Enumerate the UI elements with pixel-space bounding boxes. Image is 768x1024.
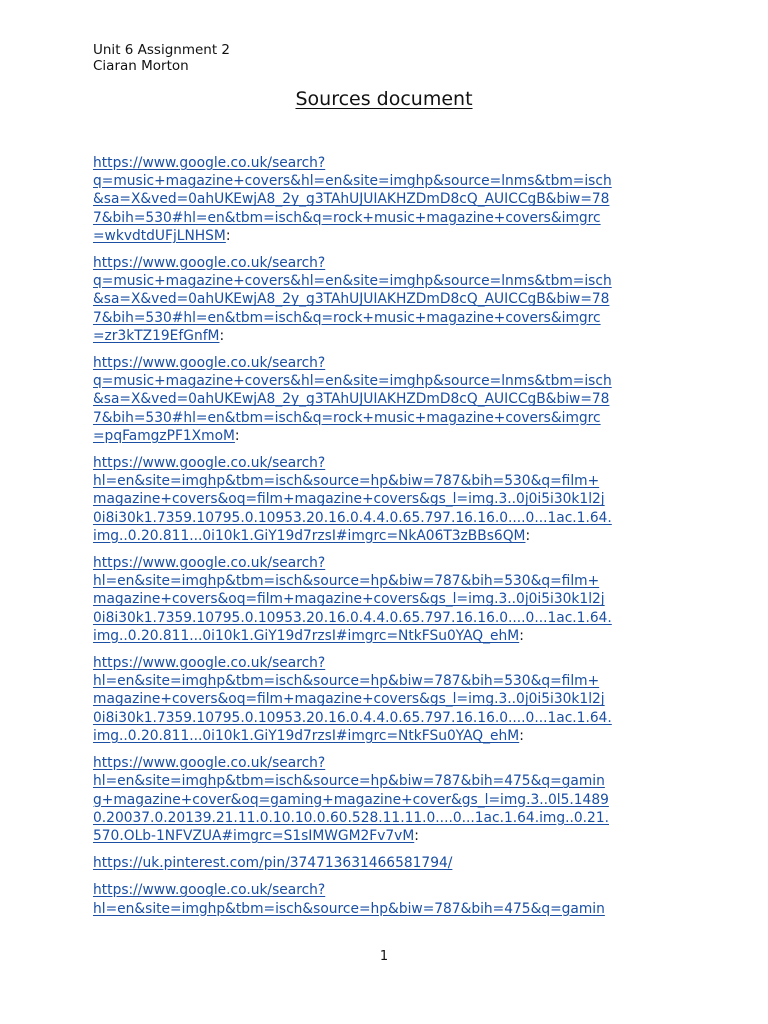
source-link[interactable] xyxy=(93,154,693,227)
source-last-line xyxy=(93,827,693,845)
source-link[interactable] xyxy=(93,454,693,527)
source-link-line: https://uk.pinterest.com/pin/374713631466581794/ xyxy=(93,855,453,872)
source-link[interactable] xyxy=(93,654,693,727)
source-last-line xyxy=(93,427,693,445)
source-entry xyxy=(93,881,693,917)
source-link-line: https://www.google.co.uk/search? xyxy=(93,882,326,899)
source-last-line xyxy=(93,227,693,245)
source-entry xyxy=(93,154,693,245)
source-link-line: hl=en&site=imghp&tbm=isch&source=hp&biw=787&bih=475&q=gamin xyxy=(93,773,605,790)
source-link-line: 7&bih=530#hl=en&tbm=isch&q=rock+music+magazine+covers&imgrc xyxy=(93,409,601,426)
source-link[interactable] xyxy=(93,354,693,427)
source-link-line: 7&bih=530#hl=en&tbm=isch&q=rock+music+magazine+covers&imgrc xyxy=(93,209,601,226)
header-assignment: Unit 6 Assignment 2 xyxy=(93,42,231,58)
source-link-line: https://www.google.co.uk/search? xyxy=(93,255,326,272)
source-link-line: &sa=X&ved=0ahUKEwjA8_2y_g3TAhUJUIAKHZDmD8cQ_AUICCgB&biw=78 xyxy=(93,291,610,308)
source-link-text: =zr3kTZ19EfGnfM xyxy=(93,327,220,344)
source-suffix: : xyxy=(219,327,225,344)
source-link-tail[interactable] xyxy=(93,228,226,244)
source-link-line: 0i8i30k1.7359.10795.0.10953.20.16.0.4.4.0.65.797.16.16.0....0...1ac.1.64. xyxy=(93,509,612,526)
source-link-line: https://www.google.co.uk/search? xyxy=(93,755,326,772)
source-suffix: : xyxy=(414,827,419,844)
source-link-line: q=music+magazine+covers&hl=en&site=imghp&source=lnms&tbm=isch xyxy=(93,273,612,290)
source-last-line xyxy=(93,327,693,345)
source-link-line: https://www.google.co.uk/search? xyxy=(93,655,326,672)
header-author: Ciaran Morton xyxy=(93,58,189,74)
source-link-tail[interactable] xyxy=(93,528,525,544)
source-link-tail[interactable] xyxy=(93,728,519,744)
source-link-line: &sa=X&ved=0ahUKEwjA8_2y_g3TAhUJUIAKHZDmD8cQ_AUICCgB&biw=78 xyxy=(93,391,610,408)
source-link-line: https://www.google.co.uk/search? xyxy=(93,355,326,372)
source-link[interactable] xyxy=(93,754,693,827)
source-link-line: hl=en&site=imghp&tbm=isch&source=hp&biw=787&bih=530&q=film+ xyxy=(93,473,600,490)
source-suffix: : xyxy=(519,627,524,644)
source-link[interactable] xyxy=(93,254,693,327)
source-entry xyxy=(93,554,693,645)
source-link-text: =wkvdtdUFjLNHSM xyxy=(93,227,226,244)
source-link-line: https://www.google.co.uk/search? xyxy=(93,455,326,472)
source-entry xyxy=(93,254,693,345)
source-link-text: img..0.20.811...0i10k1.GiY19d7rzsI#imgrc=NtkFSu0YAQ_ehM xyxy=(93,727,520,744)
source-link-line: https://www.google.co.uk/search? xyxy=(93,555,326,572)
source-suffix: : xyxy=(519,727,524,744)
source-link[interactable] xyxy=(93,854,693,872)
page-title: Sources document xyxy=(295,88,473,110)
source-link[interactable] xyxy=(93,554,693,627)
source-suffix: : xyxy=(234,427,240,444)
source-entry xyxy=(93,454,693,545)
page-number: 1 xyxy=(379,949,389,964)
source-link-line: 7&bih=530#hl=en&tbm=isch&q=rock+music+magazine+covers&imgrc xyxy=(93,309,601,326)
source-entry xyxy=(93,354,693,445)
source-link-line: hl=en&site=imghp&tbm=isch&source=hp&biw=787&bih=530&q=film+ xyxy=(93,673,600,690)
source-link-line: hl=en&site=imghp&tbm=isch&source=hp&biw=787&bih=475&q=gamin xyxy=(93,900,605,917)
source-link[interactable] xyxy=(93,881,693,917)
source-entry xyxy=(93,654,693,745)
source-link-line: 0.20037.0.20139.21.11.0.10.10.0.60.528.11.11.0....0...1ac.1.64.img..0.21. xyxy=(93,809,609,826)
source-link-line: magazine+covers&oq=film+magazine+covers&gs_l=img.3..0j0i5i30k1l2j xyxy=(93,491,605,508)
source-link-line: &sa=X&ved=0ahUKEwjA8_2y_g3TAhUJUIAKHZDmD8cQ_AUICCgB&biw=78 xyxy=(93,191,610,208)
source-link-line: https://www.google.co.uk/search? xyxy=(93,155,326,171)
source-suffix: : xyxy=(525,527,531,544)
source-link-line: g+magazine+cover&oq=gaming+magazine+cover&gs_l=img.3..0l5.1489 xyxy=(93,791,609,808)
source-link-text: =pqFamgzPF1XmoM xyxy=(93,427,235,444)
source-link-tail[interactable] xyxy=(93,828,414,844)
source-link-line: 0i8i30k1.7359.10795.0.10953.20.16.0.4.4.0.65.797.16.16.0....0...1ac.1.64. xyxy=(93,709,612,726)
source-entry xyxy=(93,754,693,845)
source-link-text: img..0.20.811...0i10k1.GiY19d7rzsI#imgrc=NtkFSu0YAQ_ehM xyxy=(93,627,520,644)
source-last-line xyxy=(93,527,693,545)
source-link-tail[interactable] xyxy=(93,428,235,444)
source-last-line xyxy=(93,627,693,645)
source-link-text: 570.OLb-1NFVZUA#imgrc=S1sIMWGM2Fv7vM xyxy=(93,827,415,844)
document-header xyxy=(93,42,230,74)
source-link-line: q=music+magazine+covers&hl=en&site=imghp&source=lnms&tbm=isch xyxy=(93,373,612,390)
source-link-line: q=music+magazine+covers&hl=en&site=imghp&source=lnms&tbm=isch xyxy=(93,173,612,190)
source-entry xyxy=(93,854,693,872)
source-link-line: magazine+covers&oq=film+magazine+covers&gs_l=img.3..0j0i5i30k1l2j xyxy=(93,691,605,708)
source-link-text: img..0.20.811...0i10k1.GiY19d7rzsI#imgrc=NkA06T3zBBs6QM xyxy=(93,527,526,544)
source-suffix: : xyxy=(225,227,231,244)
source-link-tail[interactable] xyxy=(93,628,519,644)
source-link-tail[interactable] xyxy=(93,328,219,344)
source-link-line: magazine+covers&oq=film+magazine+covers&gs_l=img.3..0j0i5i30k1l2j xyxy=(93,591,605,608)
sources-list xyxy=(93,154,693,927)
source-link-line: hl=en&site=imghp&tbm=isch&source=hp&biw=787&bih=530&q=film+ xyxy=(93,573,600,590)
source-last-line xyxy=(93,727,693,745)
source-link-line: 0i8i30k1.7359.10795.0.10953.20.16.0.4.4.0.65.797.16.16.0....0...1ac.1.64. xyxy=(93,609,612,626)
